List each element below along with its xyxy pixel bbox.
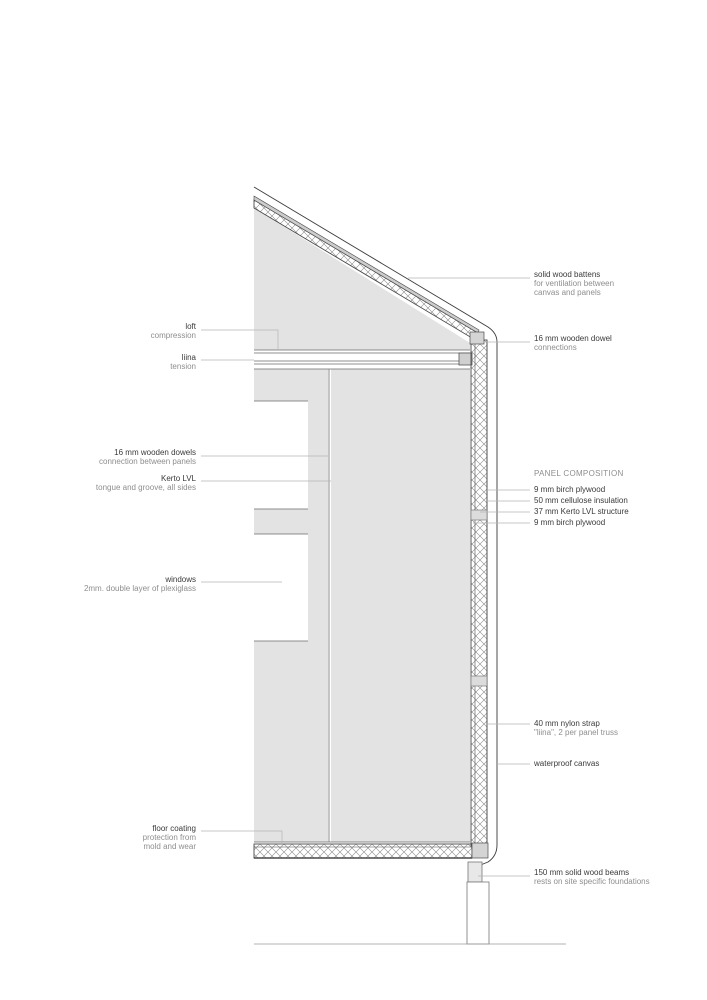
panel-layer-1: 9 mm birch plywood — [534, 485, 606, 494]
label-beams — [534, 868, 650, 886]
label-battens-title: solid wood battens — [534, 270, 601, 279]
label-dowels-title: 16 mm wooden dowels — [114, 448, 196, 457]
dowel-block — [459, 353, 472, 365]
label-liina-title: liina — [181, 353, 196, 362]
label-kerto — [96, 474, 196, 492]
wall-panel — [470, 332, 487, 846]
label-canvas — [534, 759, 599, 768]
label-dowel — [534, 334, 612, 352]
label-strap — [534, 719, 618, 737]
panel-layer-2: 50 mm cellulose insulation — [534, 496, 628, 505]
strap-marker-1 — [471, 510, 487, 520]
panel-layer-4: 9 mm birch plywood — [534, 518, 606, 527]
panel-composition-heading: PANEL COMPOSITION — [534, 469, 624, 478]
label-battens-sub2: canvas and panels — [534, 288, 601, 297]
label-strap-sub: "liina", 2 per panel truss — [534, 728, 618, 737]
lower-left-block — [254, 641, 328, 842]
floor-panel — [254, 843, 488, 858]
loft-space — [254, 208, 470, 350]
label-liina — [170, 353, 196, 371]
label-battens-sub1: for ventilation between — [534, 279, 615, 288]
label-dowel-title: 16 mm wooden dowel — [534, 334, 612, 343]
label-windows-title: windows — [165, 575, 196, 584]
label-floor-sub1: protection from — [142, 833, 196, 842]
foundation-post — [467, 882, 489, 944]
floor-corner-joint — [472, 843, 488, 858]
strap-marker-2 — [471, 676, 487, 686]
label-windows — [84, 575, 196, 593]
upper-left-block — [254, 369, 328, 401]
window-frame-post — [308, 401, 328, 641]
label-floor — [143, 824, 196, 851]
label-dowel-sub: connections — [534, 343, 577, 352]
label-loft-title: loft — [185, 322, 196, 331]
interior-fills — [254, 208, 470, 842]
label-battens — [534, 270, 614, 297]
ridge-joint — [470, 332, 484, 344]
label-beams-sub: rests on site specific foundations — [534, 877, 650, 886]
label-loft-sub: compression — [150, 331, 196, 340]
label-kerto-sub: tongue and groove, all sides — [95, 483, 196, 492]
label-canvas-title: waterproof canvas — [534, 759, 600, 768]
solid-wood-beam — [468, 862, 482, 882]
foundation — [254, 862, 566, 944]
label-dowels-sub: connection between panels — [99, 457, 196, 466]
label-kerto-title: Kerto LVL — [161, 474, 196, 483]
label-loft — [151, 322, 196, 340]
label-beams-title: 150 mm solid wood beams — [534, 868, 630, 877]
label-dowels — [99, 448, 196, 466]
panel-layer-3: 37 mm Kerto LVL structure — [534, 507, 629, 516]
label-floor-sub2: mold and wear — [143, 842, 196, 851]
label-liina-sub: tension — [170, 362, 196, 371]
label-windows-sub: 2mm. double layer of plexiglass — [83, 584, 196, 593]
mid-left-block — [254, 509, 308, 534]
label-strap-title: 40 mm nylon strap — [534, 719, 600, 728]
main-wall-panel — [331, 369, 470, 842]
label-floor-title: floor coating — [152, 824, 196, 833]
